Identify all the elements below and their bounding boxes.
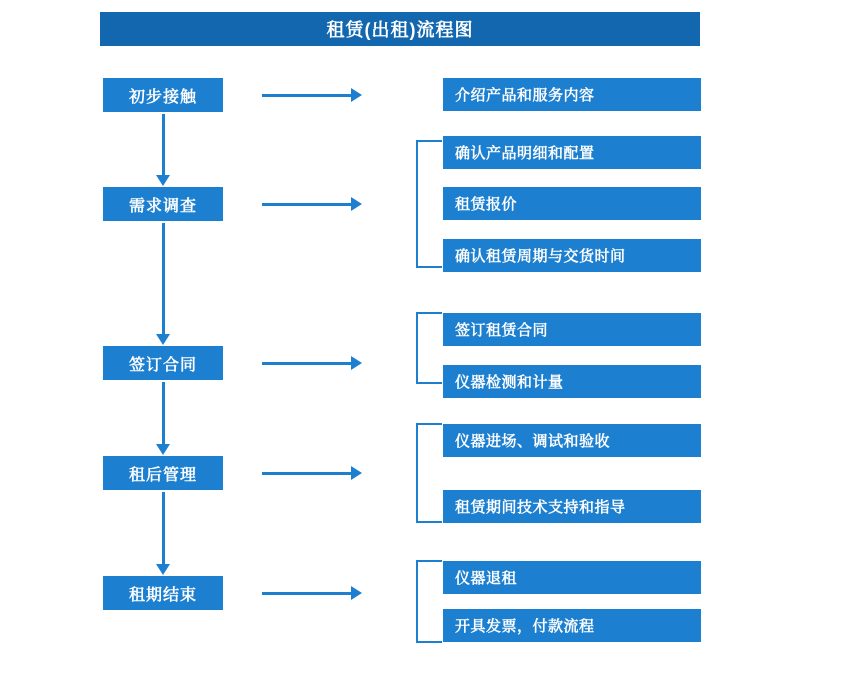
detail-box-3[interactable]: 租赁报价 bbox=[443, 187, 701, 220]
page-title: 租赁(出租)流程图 bbox=[100, 12, 700, 46]
bracket-group-5 bbox=[416, 560, 442, 643]
detail-box-9[interactable]: 仪器退租 bbox=[443, 561, 701, 594]
stage-box-1[interactable]: 初步接触 bbox=[103, 78, 223, 112]
bracket-group-4 bbox=[416, 423, 442, 523]
stage-box-5[interactable]: 租期结束 bbox=[103, 576, 223, 610]
horizontal-arrow-2 bbox=[262, 197, 362, 211]
bracket-group-2 bbox=[416, 140, 442, 268]
detail-box-2[interactable]: 确认产品明细和配置 bbox=[443, 136, 701, 169]
detail-box-8[interactable]: 租赁期间技术支持和指导 bbox=[443, 490, 701, 523]
stage-box-3[interactable]: 签订合同 bbox=[103, 346, 223, 380]
horizontal-arrow-3 bbox=[262, 356, 362, 370]
vertical-arrow-2-3 bbox=[156, 223, 170, 345]
bracket-group-3 bbox=[416, 312, 442, 384]
stage-box-2[interactable]: 需求调查 bbox=[103, 187, 223, 221]
detail-box-4[interactable]: 确认租赁周期与交货时间 bbox=[443, 239, 701, 272]
detail-box-5[interactable]: 签订租赁合同 bbox=[443, 313, 701, 346]
detail-box-7[interactable]: 仪器进场、调试和验收 bbox=[443, 424, 701, 457]
detail-box-1[interactable]: 介绍产品和服务内容 bbox=[443, 78, 701, 111]
detail-box-10[interactable]: 开具发票，付款流程 bbox=[443, 609, 701, 642]
horizontal-arrow-4 bbox=[262, 466, 362, 480]
vertical-arrow-3-4 bbox=[156, 382, 170, 455]
detail-box-6[interactable]: 仪器检测和计量 bbox=[443, 365, 701, 398]
vertical-arrow-4-5 bbox=[156, 492, 170, 575]
horizontal-arrow-1 bbox=[262, 88, 362, 102]
vertical-arrow-1-2 bbox=[156, 114, 170, 186]
horizontal-arrow-5 bbox=[262, 586, 362, 600]
stage-box-4[interactable]: 租后管理 bbox=[103, 456, 223, 490]
